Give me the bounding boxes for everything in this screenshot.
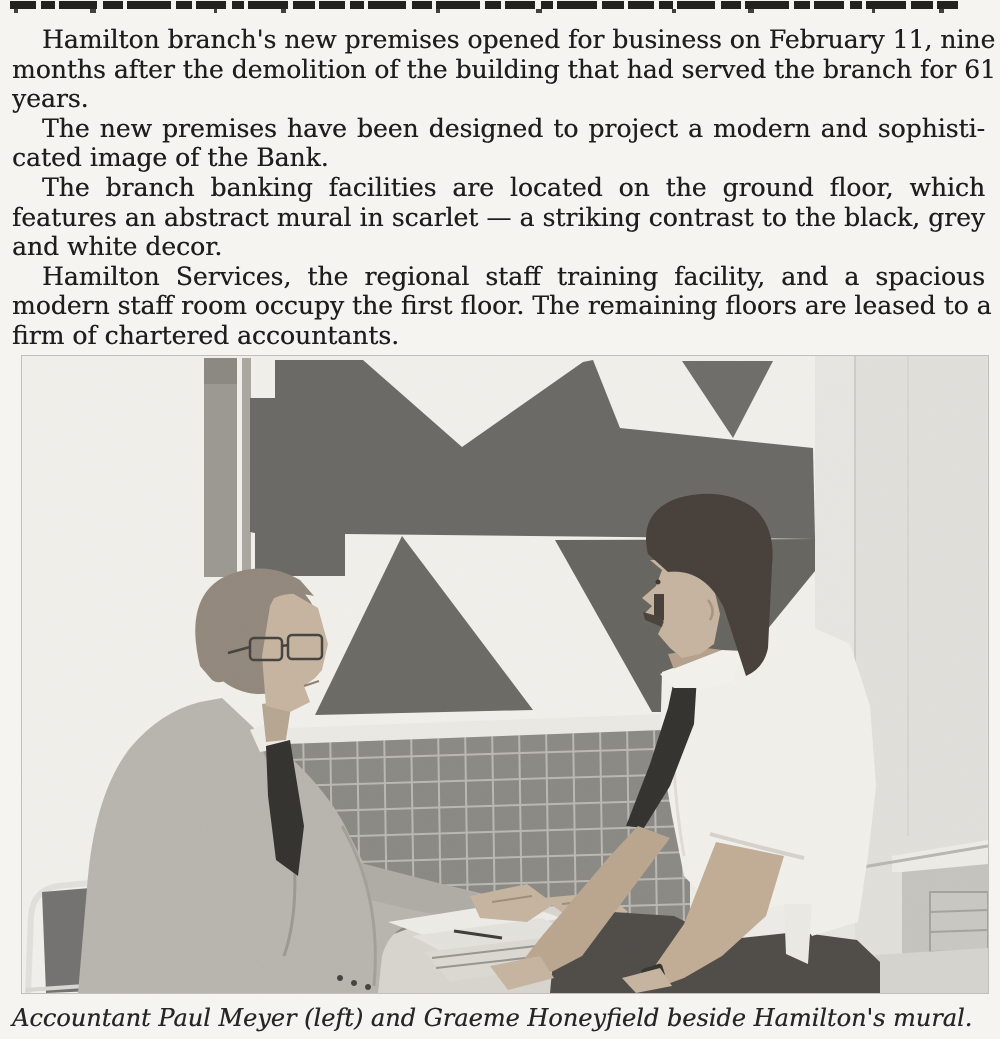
text-line: years. xyxy=(12,84,89,114)
text-line: cated image of the Bank. xyxy=(12,143,329,173)
text-line: months after the demolition of the building that had served the branch for 61 xyxy=(12,54,996,84)
text-line: modern staff room occupy the first floor. The remaining floors are leased to a xyxy=(12,291,992,321)
text-line: Hamilton Services, the regional staff training facility, and a spacious xyxy=(42,261,985,291)
photo-grain-overlay xyxy=(22,356,988,993)
paragraph xyxy=(12,25,996,114)
text-line: The branch banking facilities are located on the ground floor, which xyxy=(42,172,985,202)
text-line: Hamilton branch's new premises opened for business on February 11, nine xyxy=(42,25,996,54)
banner-graphic xyxy=(0,1,1000,15)
photo-figure xyxy=(22,356,988,993)
cropped-banner-strip xyxy=(0,0,1000,14)
paragraph xyxy=(12,114,985,173)
article-body xyxy=(12,25,996,351)
text-line: firm of chartered accountants. xyxy=(12,320,400,350)
text-line: features an abstract mural in scarlet — a striking contrast to the black, grey xyxy=(12,202,985,232)
paragraph xyxy=(12,261,992,351)
text-line: The new premises have been designed to project a modern and sophisti- xyxy=(42,113,985,143)
paragraph xyxy=(12,173,985,262)
text-line: and white decor. xyxy=(12,232,223,262)
photo-caption: Accountant Paul Meyer (left) and Graeme Honeyfield beside Hamilton's mural. xyxy=(12,1004,973,1032)
